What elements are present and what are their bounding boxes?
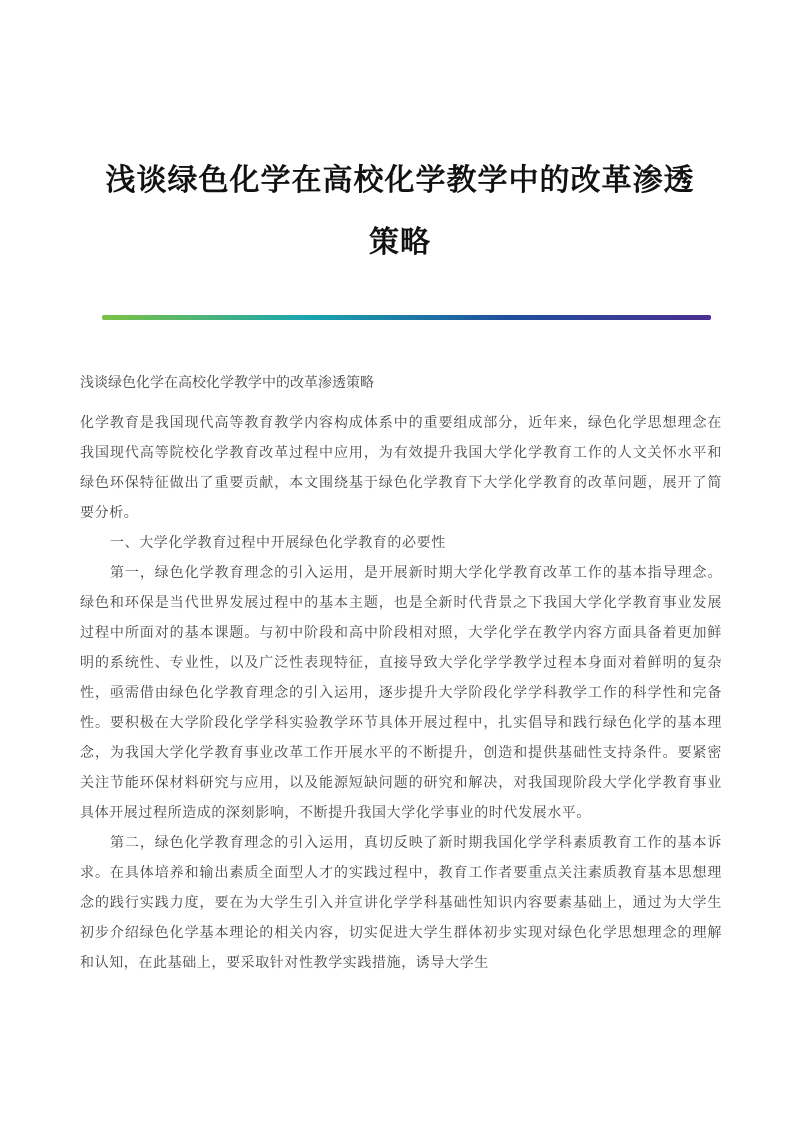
- document-body: [80, 371, 722, 978]
- paragraph-first: 第一，绿色化学教育理念的引入运用，是开展新时期大学化学教育改革工作的基本指导理念。绿色和环保是当代世界发展过程中的基本主题，也是全新时代背景之下我国大学化学教育事业发展过程中所面对的基本课题。与初中阶段和高中阶段相对照，大学化学在教学内容方面具备着更加鲜明的系统性、专业性，以及广泛性表现特征，直接导致大学化学学教学过程本身面对着鲜明的复杂性，亟需借由绿色化学教育理念的引入运用，逐步提升大学阶段化学学科教学工作的科学性和完备性。要积极在大学阶段化学学科实验教学环节具体开展过程中，扎实倡导和践行绿色化学的基本理念，为我国大学化学教育事业改革工作开展水平的不断提升，创造和提供基础性支持条件。要紧密关注节能环保材料研究与应用，以及能源短缺问题的研究和解决，对我国现阶段大学化学教育事业具体开展过程所造成的深刻影响，不断提升我国大学化学事业的时代发展水平。: [80, 565, 722, 821]
- document-title: [60, 150, 740, 274]
- title-divider: [102, 315, 711, 320]
- paragraph-abstract: 化学教育是我国现代高等教育教学内容构成体系中的重要组成部分，近年来，绿色化学思想理念在我国现代高等院校化学教育改革过程中应用，为有效提升我国大学化学教育工作的人文关怀水平和绿色环保特征做出了重要贡献，本文围绕基于绿色化学教育下大学化学教育的改革问题，展开了简要分析。: [80, 415, 722, 521]
- title-line-2: 策略: [369, 225, 431, 260]
- title-line-1: 浅谈绿色化学在高校化学教学中的改革渗透: [105, 163, 695, 198]
- body-subtitle: 浅谈绿色化学在高校化学教学中的改革渗透策略: [80, 375, 374, 391]
- paragraph-second: 第二，绿色化学教育理念的引入运用，真切反映了新时期我国化学学科素质教育工作的基本诉求。在具体培养和输出素质全面型人才的实践过程中，教育工作者要重点关注素质教育基本思想理念的践行实践力度，要在为大学生引入并宣讲化学学科基础性知识内容要素基础上，通过为大学生初步介绍绿色化学基本理论的相关内容，切实促进大学生群体初步实现对绿色化学思想理念的理解和认知，在此基础上，要采取针对性教学实践措施，诱导大学生: [80, 835, 722, 971]
- section-heading: 一、大学化学教育过程中开展绿色化学教育的必要性: [110, 535, 446, 551]
